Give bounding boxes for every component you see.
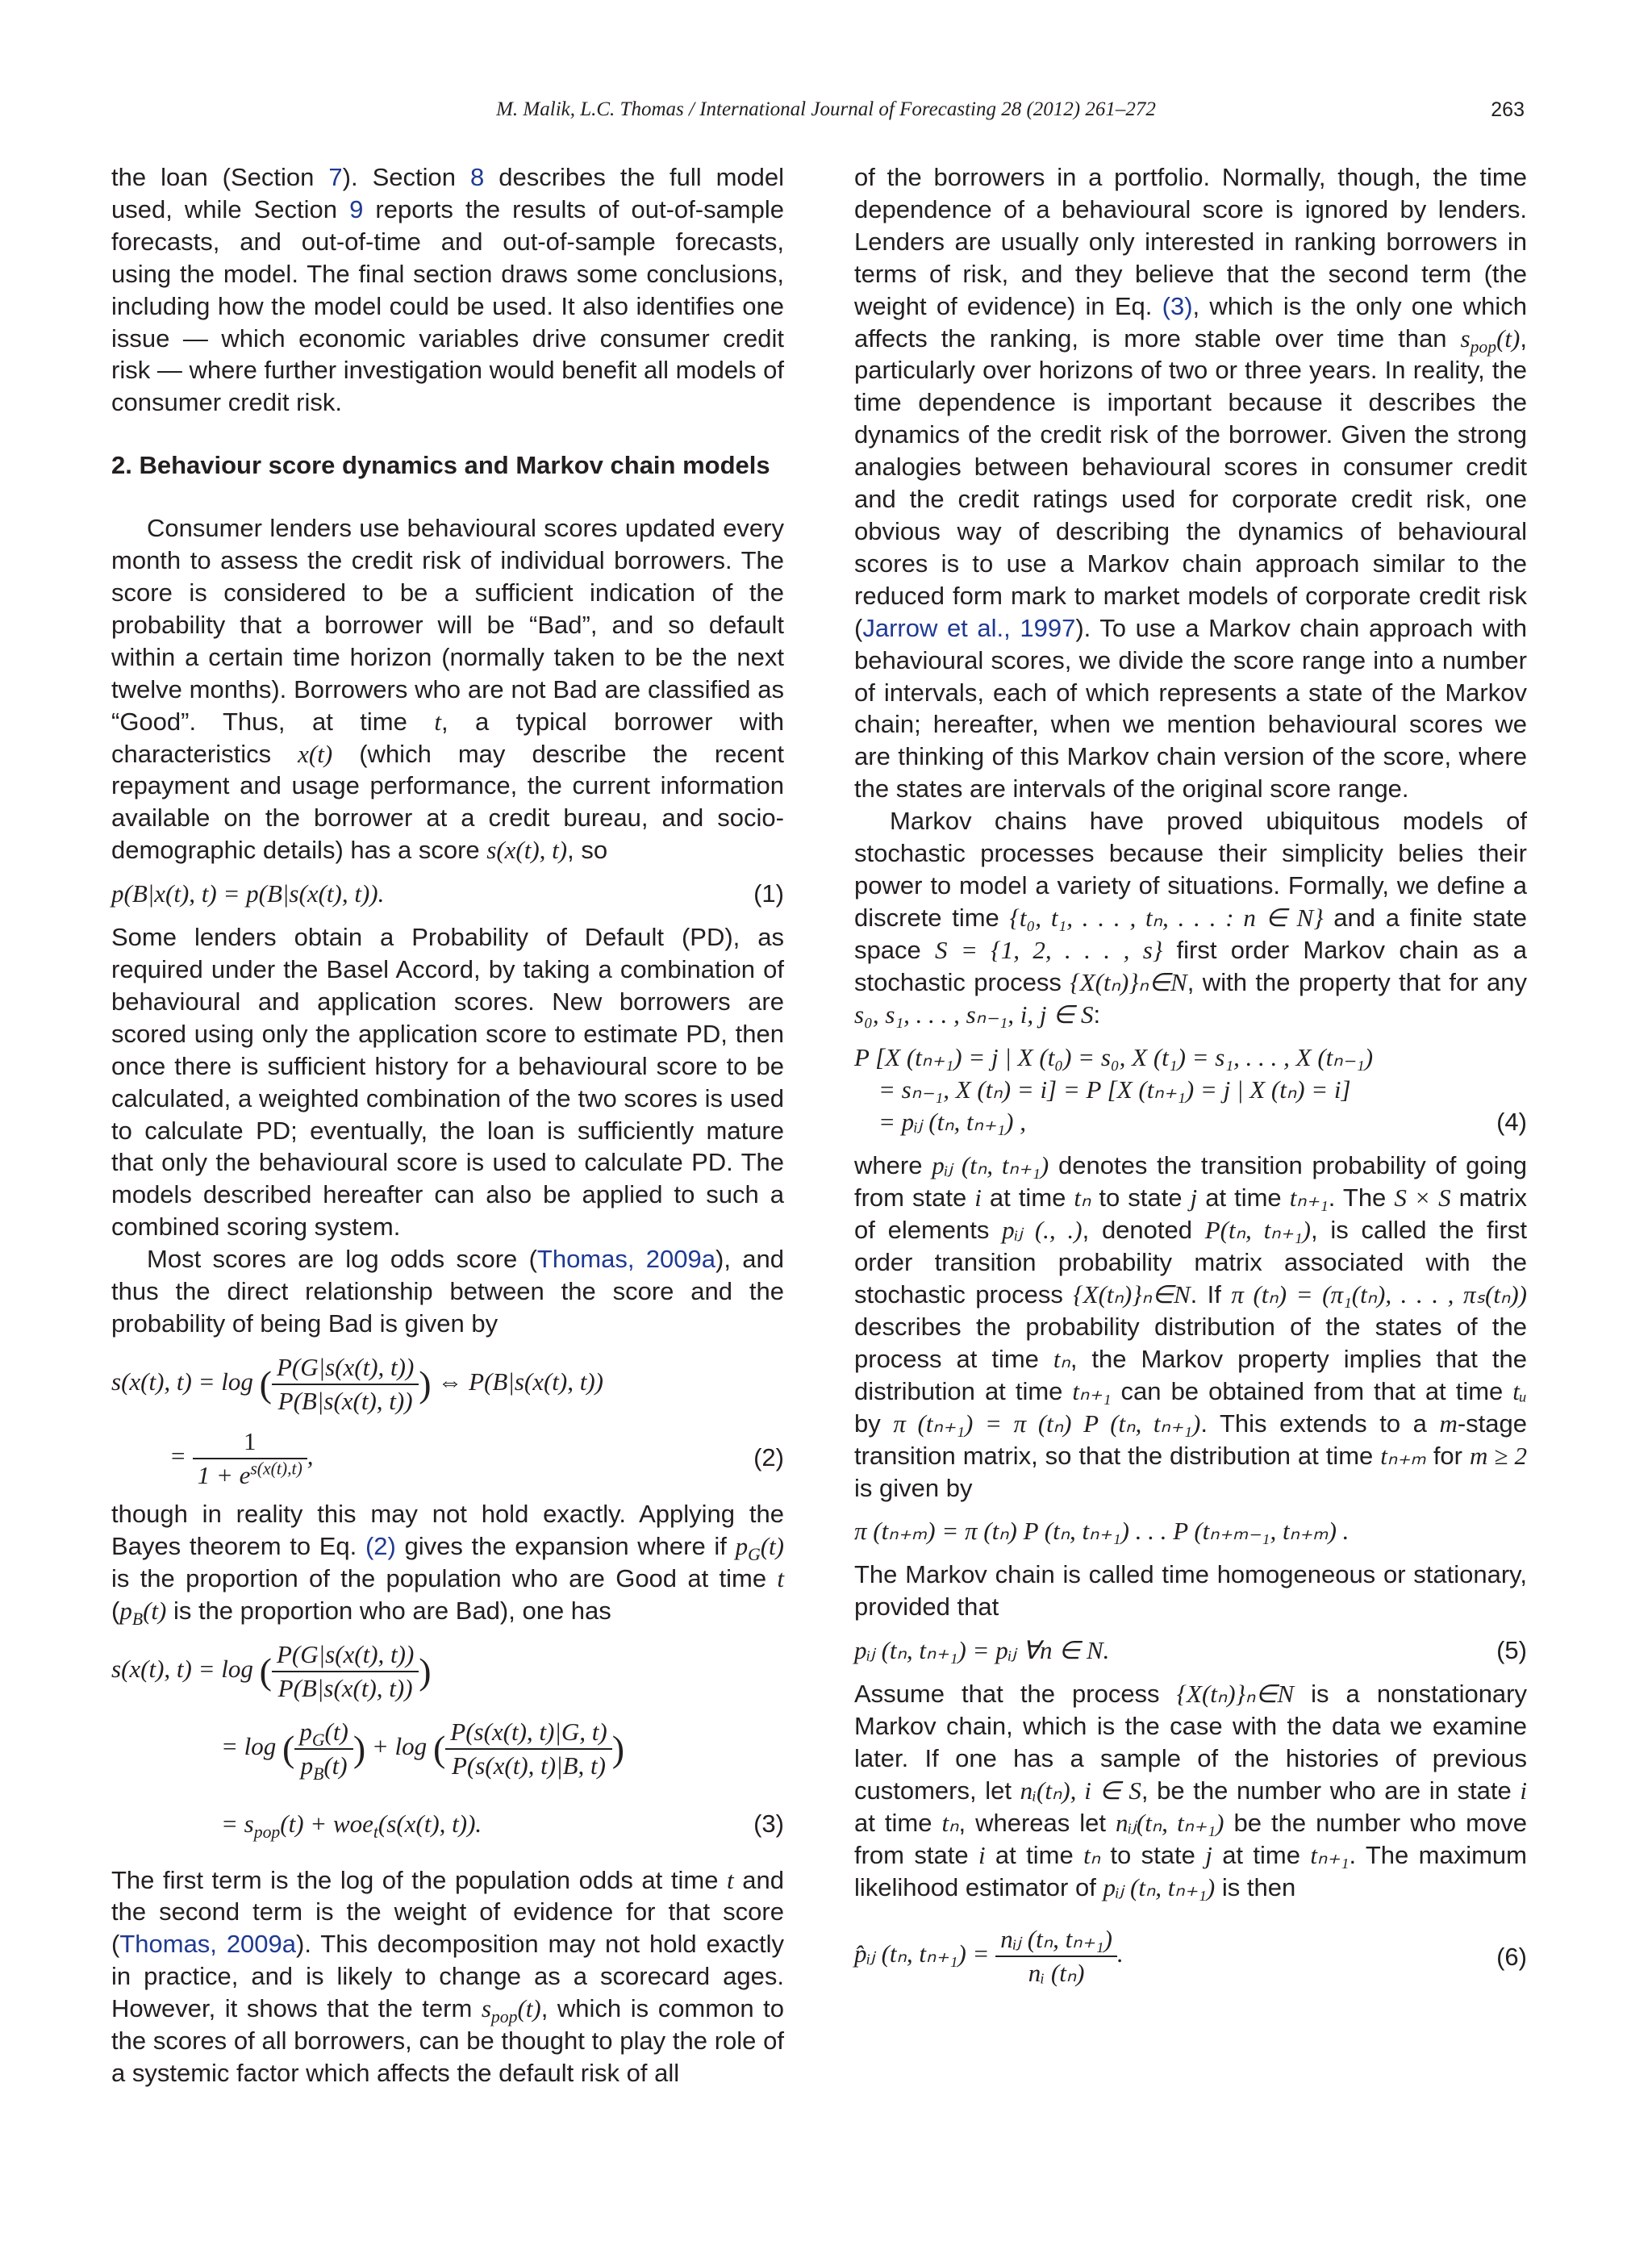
citation-link[interactable]: Thomas, 2009a [536, 1245, 716, 1274]
journal-citation: M. Malik, L.C. Thomas / International Journal of Forecasting 28 (2012) 261–272 [496, 98, 1156, 120]
equation-2-link[interactable]: (2) [365, 1531, 396, 1560]
paragraph: Most scores are log odds score (Thomas, 2009a), and thus the direct relationship between the score and the probability of being Bad is given by [111, 1245, 784, 1338]
section-9-link[interactable]: 9 [349, 194, 364, 223]
section-heading: 2. Behaviour score dynamics and Markov chain models [111, 451, 770, 480]
paragraph: The first term is the log of the population odds at time t and the second term is the weight of evidence for that score (Thomas, 2009a). This decomposition may not hold exactly in practice, and is likely to change as a scorecard ages. However, it shows that the term $s_{pop}(t)$, which is common to the scores of all borrowers, can be thought to play the role of a systemic factor which affects the default risk of all [111, 1865, 784, 2087]
equation-number: (2) [753, 1442, 784, 1471]
paragraph: Some lenders obtain a Probability of Default (PD), as required under the Basel Accord, by taking a combination of behavioural and application scores. New borrowers are scored using only the application score to estimate PD, then once there is sufficient history for a behavioural score to be calculated, a weighted combination of the two scores is used to calculate PD; eventually, the loan is sufficiently mature that only the behavioural score is used to calculate PD. The models described hereafter can also be applied to such a combined scoring system. [111, 923, 784, 1242]
paragraph: Markov chains have proved ubiquitous models of stochastic processes because their simplicity belies their power to model a variety of situations. Formally, we define a discrete time {t₀, t₁, . . . , tₙ, . . . : n ∈ N} and a finite state space S = {1, 2, . . . , s} first order Markov chain as a stochastic process {X(tₙ)}ₙ∈N, with the property that for any s₀, s₁, . . . , sₙ₋₁, i, j ∈ S: [854, 807, 1527, 1029]
citation-link[interactable]: Thomas, 2009a [119, 1930, 297, 1959]
equation-number: (5) [1496, 1636, 1527, 1665]
equation-5: pᵢⱼ (tₙ, tₙ₊₁) = pᵢⱼ ∀n ∈ N. (5) [854, 1634, 1527, 1667]
equation-1: p(B|x(t), t) = p(B|s(x(t), t)). (1) [111, 878, 784, 910]
equation-pi: π (tₙ₊ₘ) = π (tₙ) P (tₙ, tₙ₊₁) . . . P (tₙ₊ₘ₋₁, tₙ₊ₘ) . [854, 1517, 1350, 1546]
equation-6: p̂ᵢⱼ (tₙ, tₙ₊₁) = $\frac{\text{nᵢⱼ (tₙ, tₙ₊₁)}}{\text{nᵢ (tₙ)}}$ . (6) [854, 1924, 1527, 1987]
equation-number: (4) [1496, 1108, 1527, 1137]
equation-3: s(x(t), t) = log ( $\frac{P(G|s(x(t), t))}{P(B|s(x(t), t))}$ ) = log ( $\frac{p_G(t)}{p_B(t)}$ ) + log ( $\frac{P(s(x(t), t)|G, t)}{P(s(x(t), t)|B, t)}$ ) = $s_{pop}(t) + woe_t(s(x(t)$, t)). (3) [111, 1639, 784, 1842]
running-header [0, 98, 1652, 131]
citation-link[interactable]: Jarrow et al., 1997 [862, 613, 1076, 642]
right-column [854, 161, 1527, 1996]
paragraph: The Markov chain is called time homogeneous or stationary, provided that [854, 1560, 1527, 1622]
paragraph: of the borrowers in a portfolio. Normally, though, the time dependence of a behavioural score is ignored by lenders. Lenders are usually only interested in ranking borrowers in terms of risk, and they believe that the second term (the weight of evidence) in Eq. (3), which is the only one which affects the ranking, is more stable over time than $s_{pop}(t)$, particularly over horizons of two or three years. In reality, the time dependence is important because it describes the dynamics of the credit risk of the borrower. Given the strong analogies between behavioural scores in consumer credit and the credit ratings used for corporate credit risk, one obvious way of describing the dynamics of behavioural scores is to use a Markov chain approach similar to the reduced form mark to market models of corporate credit risk (Jarrow et al., 1997). To use a Markov chain approach with behavioural scores, we divide the score range into a number of intervals, each of which represents a state of the Markov chain; hereafter, when we mention behavioural scores we are thinking of this Markov chain version of the score, where the states are intervals of the original score range. [854, 163, 1528, 804]
paragraph: though in reality this may not hold exactly. Applying the Bayes theorem to Eq. (2) gives the expansion where if $p_G(t)$ is the proportion of the population who are Good at time t ($p_B(t)$ is the proportion who are Bad), one has [111, 1499, 784, 1629]
equation-number: (1) [753, 879, 784, 908]
intro-paragraph: the loan (Section 7). Section 8 describes the full model used, while Section 9 reports the results of out-of-sample forecasts, and out-of-time and out-of-sample forecasts, using the model. The final section draws some conclusions, including how the model could be used. It also identifies one issue — which economic variables drive consumer credit risk — where further investigation would benefit all models of consumer credit risk. [111, 163, 785, 417]
equation-2: s(x(t), t) = log ( $\frac{P(G|s(x(t), t))}{P(B|s(x(t), t))}$ ) ⇔ P(B|s(x(t), t)) = $\frac{1}{1 + e^{s(x(t),t)}}$ , (2) [111, 1352, 784, 1489]
equation-3-link[interactable]: (3) [1162, 291, 1193, 320]
equation-4: P [X (tₙ₊₁) = j | X (t₀) = s₀, X (t₁) = s₁, . . . , X (tₙ₋₁) = sₙ₋₁, X (tₙ) = i] = P [X (tₙ₊₁) = j | X (tₙ) = i] = pᵢⱼ (tₙ, tₙ₊₁) , (4) [854, 1041, 1527, 1138]
section-8-link[interactable]: 8 [469, 163, 485, 191]
equation-number: (3) [753, 1809, 784, 1838]
section-7-link[interactable]: 7 [328, 163, 343, 191]
page-number: 263 [1491, 98, 1525, 121]
paragraph: Assume that the process {X(tₙ)}ₙ∈N is a nonstationary Markov chain, which is the case with the data we examine later. If one has a sample of the histories of previous customers, let nᵢ(tₙ), i ∈ S, be the number who are in state i at time tₙ, whereas let nᵢⱼ(tₙ, tₙ₊₁) be the number who move from state i at time tₙ to state j at time tₙ₊₁. The maximum likelihood estimator of pᵢⱼ (tₙ, tₙ₊₁) is then [854, 1680, 1528, 1901]
paragraph: where pᵢⱼ (tₙ, tₙ₊₁) denotes the transition probability of going from state i at time tₙ to state j at time tₙ₊₁. The S × S matrix of elements pᵢⱼ (., .), denoted P(tₙ, tₙ₊₁), is called the first order transition probability matrix associated with the stochastic process {X(tₙ)}ₙ∈N. If π (tₙ) = (π₁(tₙ), . . . , πₛ(tₙ)) describes the probability distribution of the states of the process at time tₙ, the Markov property implies that the distribution at time tₙ₊₁ can be obtained from that at time tᵤ by π (tₙ₊₁) = π (tₙ) P (tₙ, tₙ₊₁). This extends to a m-stage transition matrix, so that the distribution at time tₙ₊ₘ for m ≥ 2 is given by [854, 1151, 1528, 1502]
left-column [111, 161, 784, 2089]
paragraph: Consumer lenders use behavioural scores updated every month to assess the credit risk of individual borrowers. The score is considered to be a sufficient indication of the probability that a borrower will be “Bad”, and so default within a certain time horizon (normally taken to be the next twelve months). Borrowers who are not Bad are classified as “Good”. Thus, at time t, a typical borrower with characteristics x(t) (which may describe the recent repayment and usage performance, the current information available on the borrower at a credit bureau, and socio-demographic details) has a score s(x(t), t), so [111, 514, 784, 865]
equation-number: (6) [1496, 1942, 1527, 1971]
